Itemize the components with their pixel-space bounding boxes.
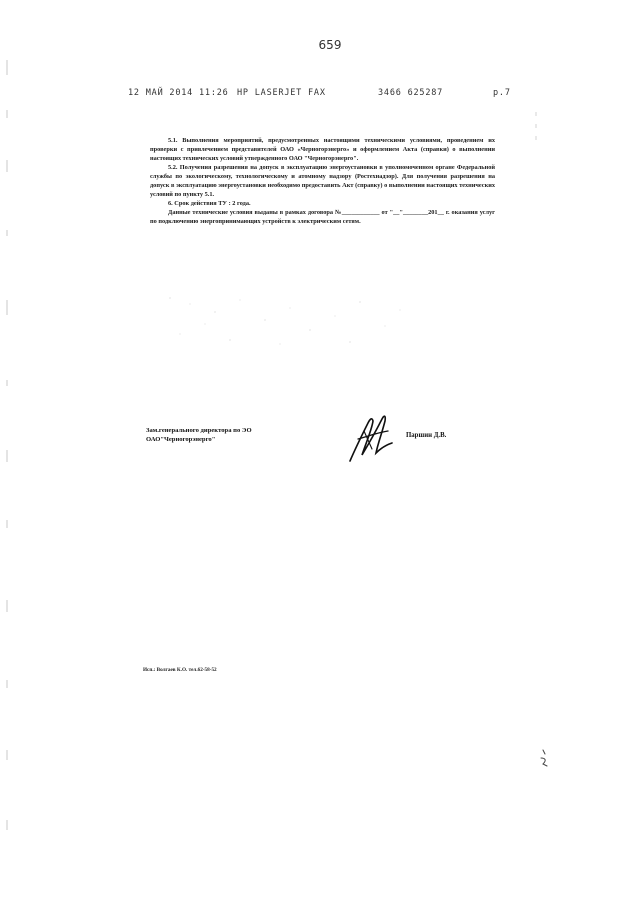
fax-number: 3466 625287 [378, 88, 444, 98]
executor-note: Исп.: Волгаев К.О. тел.62-58-52 [143, 667, 217, 673]
scan-noise [160, 290, 420, 350]
signer-title-line1: Зам.генерального директора по ЭО [146, 427, 252, 434]
item-5-2: 5.2. Получения разрешения на допуск в эксплуатацию энергоустановки в уполномоченном органе Федеральной службы по экологическому, технологическому и атомному надзору (Ростехнадзор). Для получения разрешения на допуск в эксплуатацию энергоустановки необходимо предоставить Акт (справку) о выполнении настоящих технических условий по пункту 5.1. [150, 164, 495, 198]
page-number: 659 [318, 38, 342, 52]
signer-title-line2: ОАО"Черногорэнерго" [146, 436, 216, 443]
signer-name: Паршин Д.В. [406, 432, 447, 439]
fax-date: 12 МАЙ 2014 11:26 [128, 88, 229, 98]
margin-pen-mark [537, 748, 551, 768]
item-6: 6. Срок действия ТУ : 2 года. [168, 200, 251, 207]
fax-page-indicator: р.7 [493, 88, 511, 98]
binding-edge-marks [4, 0, 10, 905]
signature-block [146, 423, 496, 483]
contract-note: Данные технические условия выданы в рамках договора №____________ от "__"________201__ г. оказания услуг по подключению энергопринимающих устройств к электрическим сетям. [150, 209, 495, 225]
item-5-1: 5.1. Выполнения мероприятий, предусмотренных настоящими техническими условиями, проведением их проверки с привлечением представителей ОАО «Черногорэнерго» и оформлением Акта (справки) о выполнении настоящих технических условий утвержденного ОАО "Черногорэнерго". [150, 137, 495, 162]
signer-title [146, 426, 286, 444]
handwritten-signature [342, 409, 402, 465]
fax-device: HP LASERJET FAX [237, 88, 326, 98]
conditions-body [150, 136, 495, 226]
right-edge-marks [533, 110, 539, 150]
fax-header [0, 88, 640, 102]
